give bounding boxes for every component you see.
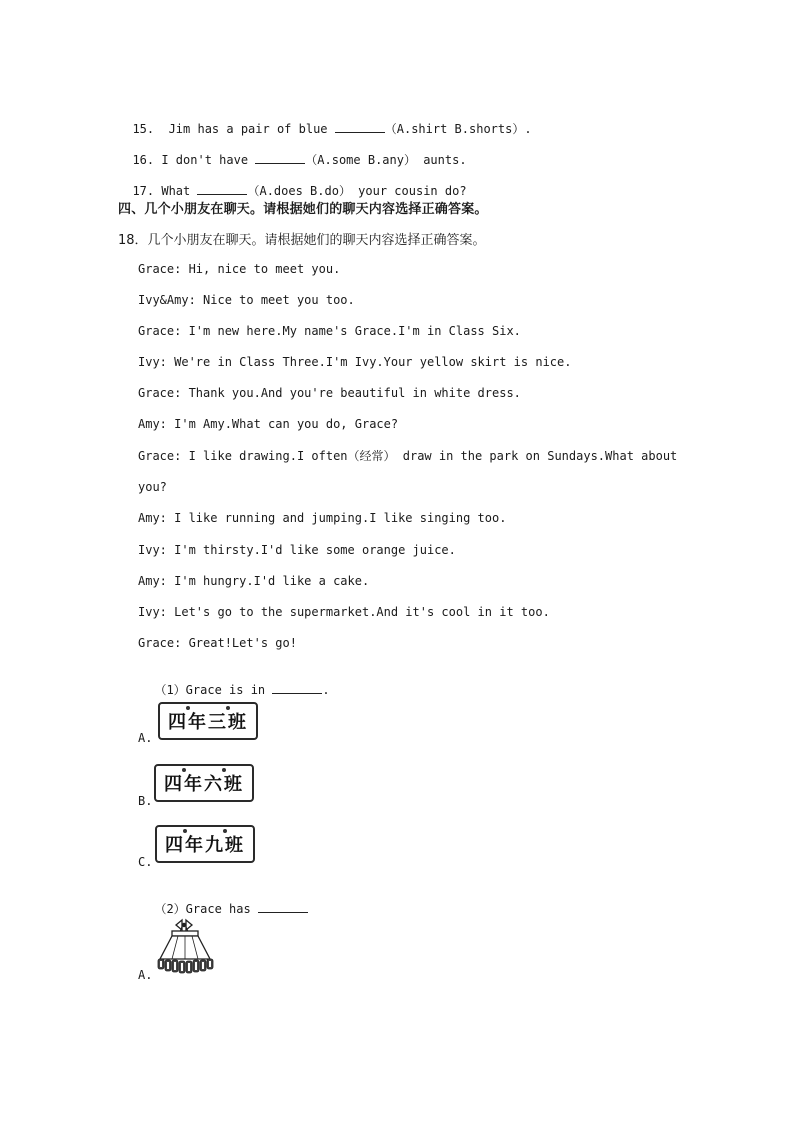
question-15: 15. Jim has a pair of blue （A.shirt B.shorts）. — [132, 122, 532, 136]
sign-pin-icon — [183, 829, 187, 833]
sign-pin-icon — [226, 706, 230, 710]
dialogue-line: Ivy: Let's go to the supermarket.And it's cool in it too. — [138, 605, 550, 619]
dialogue-line: Grace: I like drawing.I often（经常） draw in the park on Sundays.What about — [138, 449, 678, 463]
question-17: 17. What （A.does B.do） your cousin do? — [132, 184, 467, 198]
answer-blank — [197, 183, 247, 195]
option-a-label: A. — [138, 731, 153, 745]
dialogue-line: Grace: Hi, nice to meet you. — [138, 262, 341, 276]
question-16: 16. I don't have （A.some B.any） aunts. — [132, 153, 467, 167]
dialogue-line: Grace: Great!Let's go! — [138, 636, 297, 650]
dialogue-line: Ivy&Amy: Nice to meet you too. — [138, 293, 355, 307]
section-heading: 四、几个小朋友在聊天。请根据她们的聊天内容选择正确答案。 — [118, 202, 488, 217]
class-sign-option-a[interactable]: 四年三班 — [158, 702, 258, 740]
subquestion-1: （1）Grace is in . — [154, 683, 330, 697]
option-c-label: C. — [138, 855, 153, 869]
answer-blank — [255, 152, 305, 164]
subquestion-2: （2）Grace has — [140, 885, 308, 917]
skirt-icon[interactable] — [152, 915, 224, 977]
dialogue-line: Grace: I'm new here.My name's Grace.I'm in Class Six. — [138, 324, 521, 338]
dialogue-line: Amy: I like running and jumping.I like singing too. — [138, 511, 507, 525]
option-b-label: B. — [138, 794, 153, 808]
answer-blank — [335, 121, 385, 133]
dialogue-line: Ivy: I'm thirsty.I'd like some orange juice. — [138, 543, 456, 557]
dialogue-line: Amy: I'm hungry.I'd like a cake. — [138, 574, 370, 588]
dialogue-line: you? — [138, 480, 167, 494]
class-sign-option-b[interactable]: 四年六班 — [154, 764, 254, 802]
class-sign-option-c[interactable]: 四年九班 — [155, 825, 255, 863]
answer-blank — [258, 901, 308, 913]
sign-pin-icon — [222, 768, 226, 772]
question-18-intro: 18．几个小朋友在聊天。请根据她们的聊天内容选择正确答案。 — [118, 233, 486, 248]
dialogue-line: Ivy: We're in Class Three.I'm Ivy.Your yellow skirt is nice. — [138, 355, 572, 369]
sign-pin-icon — [182, 768, 186, 772]
option-a-label: A. — [138, 968, 153, 982]
dialogue-line: Grace: Thank you.And you're beautiful in white dress. — [138, 386, 521, 400]
sign-pin-icon — [223, 829, 227, 833]
answer-blank — [272, 682, 322, 694]
dialogue-line: Amy: I'm Amy.What can you do, Grace? — [138, 417, 399, 431]
sign-pin-icon — [186, 706, 190, 710]
